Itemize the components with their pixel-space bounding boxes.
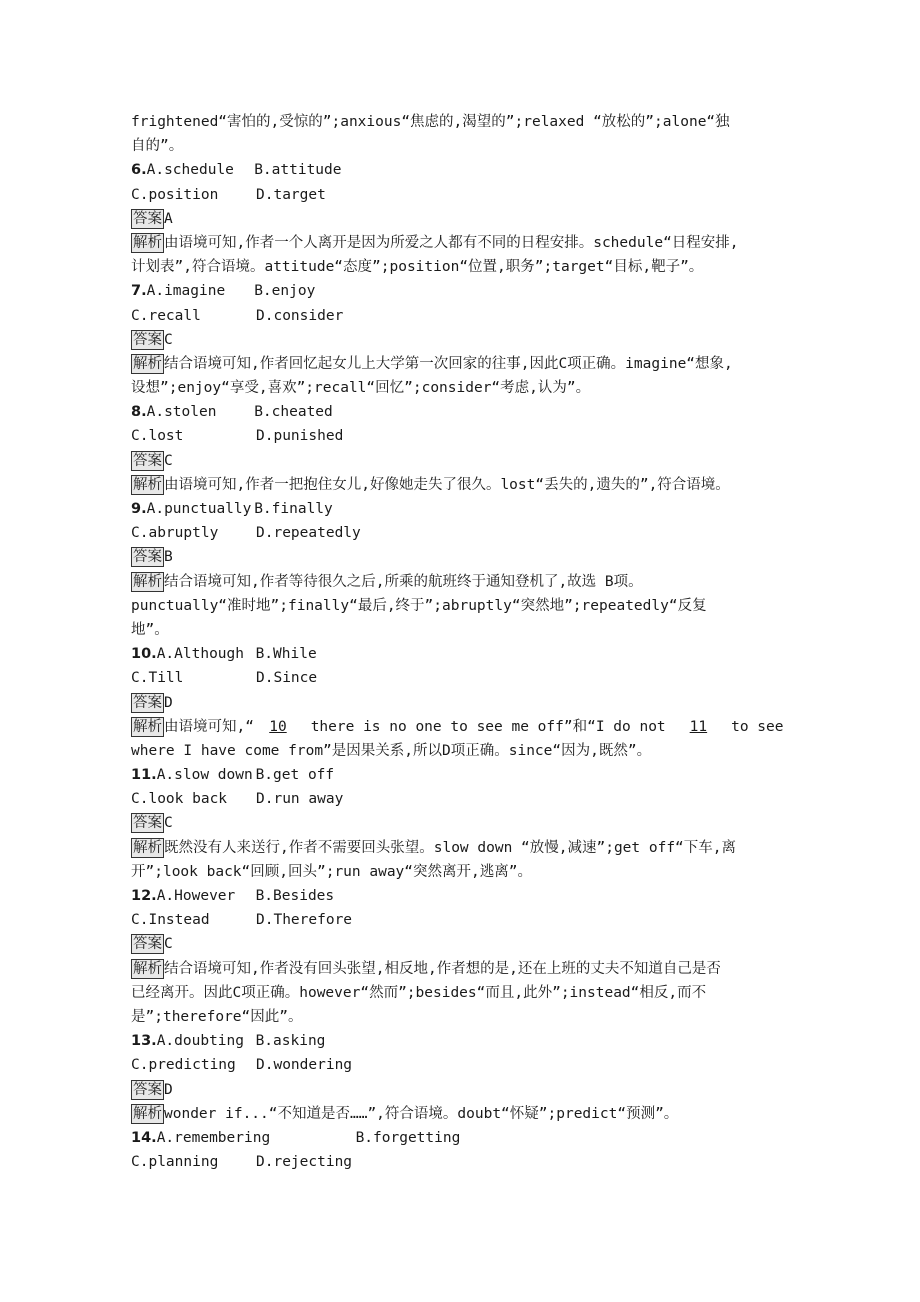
option-text: C.recall (131, 307, 201, 324)
option-text: D.punished (256, 428, 344, 445)
answer-value: B (164, 549, 173, 566)
answer-row (131, 691, 793, 715)
option-text: A.imagine (146, 283, 226, 300)
analysis-text: 结合语境可知,作者回忆起女儿上大学第一次回家的往事,因此C项正确。imagine“想象, (164, 355, 733, 372)
option-text: A.punctually (146, 501, 252, 517)
analysis-line (131, 594, 793, 618)
option-text: A.However (156, 888, 236, 904)
answer-label: 答案 (133, 936, 162, 953)
analysis-text: wonder if...“不知道是否……”,符合语境。doubt“怀疑”;predict“预测”。 (164, 1105, 679, 1122)
option-row (131, 521, 793, 545)
option-text: C.lost (131, 428, 184, 445)
analysis-text: 是”;therefore“因此”。 (131, 1008, 303, 1025)
analysis-line: where I have come from”是因果关系,所以D项正确。since“因为,既然”。 (131, 742, 652, 759)
answer-label: 答案 (133, 210, 162, 227)
analysis-line (131, 473, 793, 497)
question-number: 10. (131, 646, 157, 663)
option-text: C.look back (131, 791, 228, 808)
answer-value: C (164, 331, 173, 348)
analysis-text: 设想”;enjoy“享受,喜欢”;recall“回忆”;consider“考虑,认为”。 (131, 380, 591, 397)
option-row (131, 183, 793, 207)
question-number: 13. (131, 1033, 157, 1050)
option-text: B.Besides (255, 888, 335, 904)
analysis-text: 地”。 (131, 621, 169, 638)
option-text: D.rejecting (256, 1154, 353, 1171)
option-text: A.schedule (146, 162, 234, 179)
option-text: C.Instead (131, 912, 210, 929)
option-row (131, 763, 793, 787)
option-row (131, 1029, 793, 1053)
analysis-text: 由语境可知,作者一把抱住女儿,好像她走失了很久。lost“丢失的,遗失的”,符合语境。 (164, 476, 730, 493)
answer-row (131, 932, 793, 956)
analysis-line (131, 981, 793, 1005)
analysis-line (131, 255, 793, 279)
analysis-text: 计划表”,符合语境。attitude“态度”;position“位置,职务”;target“目标,靶子”。 (131, 259, 704, 276)
option-row (131, 1150, 793, 1174)
option-text: B.While (255, 646, 317, 663)
option-row (131, 642, 793, 666)
analysis-text: 结合语境可知,作者等待很久之后,所乘的航班终于通知登机了,故选 B项。 (164, 573, 643, 590)
analysis-line (131, 376, 793, 400)
option-row (131, 787, 793, 811)
answer-row (131, 1078, 793, 1102)
analysis-label: 解析 (133, 960, 162, 977)
option-row (131, 279, 793, 303)
option-text: A.doubting (156, 1033, 244, 1050)
option-text: D.run away (256, 791, 344, 808)
answer-label: 答案 (133, 1081, 162, 1098)
option-text: B.forgetting (355, 1129, 461, 1146)
analysis-line (131, 836, 793, 860)
question-number: 14. (131, 1129, 157, 1146)
option-text: B.asking (255, 1033, 326, 1050)
answer-label: 答案 (133, 549, 162, 566)
analysis-text: 既然没有人来送行,作者不需要回头张望。slow down “放慢,减速”;get off“下车,离 (164, 839, 737, 856)
option-text: C.planning (131, 1154, 219, 1171)
answer-label: 答案 (133, 815, 162, 832)
analysis-line (131, 231, 793, 255)
answer-label: 答案 (133, 694, 162, 711)
option-row (131, 884, 793, 908)
answer-label: 答案 (133, 452, 162, 469)
analysis-text: 由语境可知,作者一个人离开是因为所爱之人都有不同的日程安排。schedule“日程安排, (164, 234, 739, 251)
analysis-text: 由语境可知,“ (164, 718, 254, 735)
option-text: A.stolen (146, 404, 217, 421)
analysis-line (131, 1102, 793, 1126)
intro-line: 自的”。 (131, 138, 184, 155)
option-row (131, 400, 793, 424)
option-row (131, 158, 793, 182)
question-number: 7. (131, 283, 147, 300)
answer-row (131, 328, 793, 352)
analysis-text: 结合语境可知,作者没有回头张望,相反地,作者想的是,还在上班的丈夫不知道自己是否 (164, 960, 721, 977)
analysis-text: 开”;look back“回顾,回头”;run away“突然离开,逃离”。 (131, 863, 532, 880)
option-row (131, 1053, 793, 1077)
option-row (131, 666, 793, 690)
answer-value: A (164, 210, 173, 227)
answer-row (131, 545, 793, 569)
option-text: D.wondering (256, 1057, 353, 1074)
option-text: C.predicting (131, 1057, 236, 1074)
option-row (131, 424, 793, 448)
analysis-line (131, 618, 793, 642)
question-number: 12. (131, 888, 157, 904)
answer-value: D (164, 1081, 173, 1098)
blank-number: 11 (689, 718, 708, 735)
option-text: B.finally (254, 501, 333, 517)
analysis-text: punctually“准时地”;finally“最后,终于”;abruptly“突然地”;repeatedly“反复 (131, 597, 707, 614)
question-number: 6. (131, 162, 147, 179)
option-row (131, 304, 793, 328)
intro-line: frightened“害怕的,受惊的”;anxious“焦虑的,渴望的”;relaxed “放松的”;alone“独 (131, 114, 730, 130)
answer-value: C (164, 452, 173, 469)
option-text: C.Till (131, 670, 184, 687)
analysis-label: 解析 (133, 1105, 162, 1122)
analysis-line (131, 570, 793, 594)
analysis-text: 已经离开。因此C项正确。however“然而”;besides“而且,此外”;instead“相反,而不 (131, 984, 707, 1001)
option-text: C.abruptly (131, 525, 219, 542)
option-text: D.Therefore (256, 912, 353, 929)
option-row (131, 908, 793, 932)
analysis-label: 解析 (133, 234, 162, 251)
answer-value: D (164, 694, 173, 711)
option-row (131, 1126, 793, 1150)
analysis-line (131, 860, 793, 884)
analysis-label: 解析 (133, 355, 162, 372)
option-row (131, 497, 793, 521)
option-text: D.Since (256, 670, 318, 687)
analysis-label: 解析 (133, 718, 162, 735)
analysis-text: there is no one to see me off”和“I do not (301, 718, 675, 735)
document-page (131, 110, 793, 1174)
option-text: A.remembering (156, 1129, 271, 1146)
option-text: B.get off (255, 767, 335, 784)
analysis-line (131, 715, 793, 739)
option-text: C.position (131, 186, 219, 203)
analysis-label: 解析 (133, 476, 162, 493)
option-text: B.attitude (254, 162, 342, 179)
analysis-line (131, 1005, 793, 1029)
answer-value: C (164, 936, 173, 953)
analysis-text: to see (722, 718, 784, 735)
question-number: 11. (131, 767, 157, 784)
answer-row (131, 449, 793, 473)
blank-number: 10 (269, 718, 287, 735)
option-text: D.consider (256, 307, 344, 324)
analysis-label: 解析 (133, 839, 162, 856)
analysis-line (131, 352, 793, 376)
option-text: D.repeatedly (256, 525, 361, 542)
question-number: 9. (131, 501, 147, 517)
answer-row (131, 811, 793, 835)
answer-value: C (164, 815, 173, 832)
option-text: D.target (256, 186, 326, 203)
analysis-line (131, 957, 793, 981)
answer-row (131, 207, 793, 231)
option-text: B.enjoy (254, 283, 316, 300)
answer-label: 答案 (133, 331, 162, 348)
analysis-label: 解析 (133, 573, 162, 590)
question-number: 8. (131, 404, 147, 421)
option-text: A.Although (156, 646, 244, 663)
option-text: A.slow down (156, 767, 253, 784)
option-text: B.cheated (254, 404, 333, 421)
